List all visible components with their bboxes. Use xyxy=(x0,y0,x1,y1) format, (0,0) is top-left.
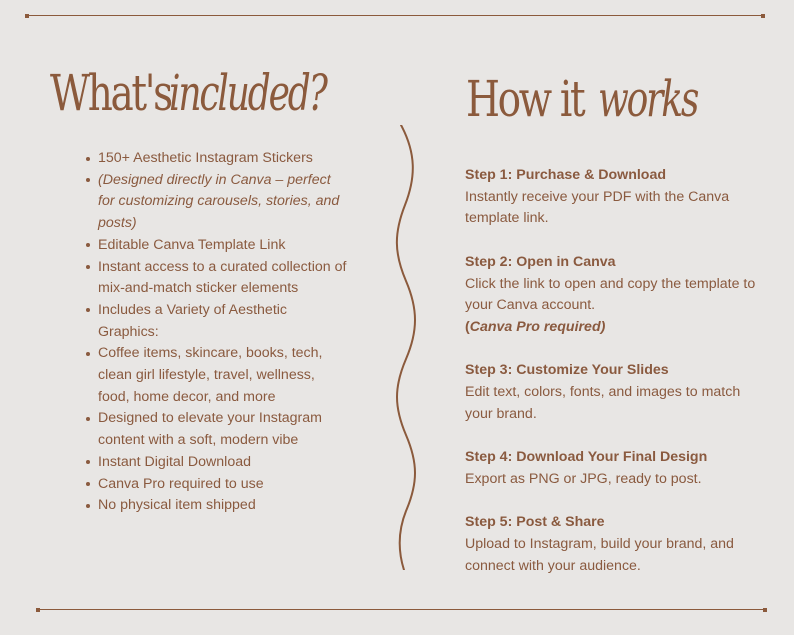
step-title: Step 4: Download Your Final Design xyxy=(465,449,708,466)
heading-italic-text: included? xyxy=(168,64,326,122)
list-item: Includes a Variety of Aesthetic Graphics: xyxy=(98,300,348,343)
step-title: Step 2: Open in Canva xyxy=(465,253,616,270)
list-item: Editable Canva Template Link xyxy=(98,235,348,257)
note-paren: ( xyxy=(465,318,470,335)
step-block xyxy=(465,360,765,425)
how-it-works-heading xyxy=(466,70,726,134)
step-block xyxy=(465,512,765,577)
included-items-list xyxy=(98,148,348,517)
step-text: Export as PNG or JPG, ready to post. xyxy=(465,470,702,487)
note-emphasis: Canva Pro required) xyxy=(469,318,606,335)
heading-roman-text: What's xyxy=(50,64,171,122)
line-end-dot xyxy=(36,608,40,612)
top-divider-line xyxy=(27,15,763,16)
step-text: Edit text, colors, fonts, and images to match your brand. xyxy=(465,384,741,422)
list-item: (Designed directly in Canva – perfect for customizing carousels, stories, and posts) xyxy=(98,170,348,235)
wavy-divider xyxy=(392,125,422,570)
step-block xyxy=(465,447,765,490)
heading-roman-text: How it xyxy=(466,70,584,128)
bottom-divider-line xyxy=(38,609,765,610)
list-item: Coffee items, skincare, books, tech, clean girl lifestyle, travel, wellness, food, home decor, and more xyxy=(98,343,348,408)
list-item: Instant access to a curated collection of mix-and-match sticker elements xyxy=(98,257,348,300)
step-title: Step 1: Purchase & Download xyxy=(465,167,667,183)
step-text: Click the link to open and copy the template to your Canva account. xyxy=(465,275,756,314)
line-end-dot xyxy=(763,608,767,612)
how-it-works-steps xyxy=(465,165,765,599)
step-title: Step 3: Customize Your Slides xyxy=(465,362,669,379)
list-item: Canva Pro required to use xyxy=(98,474,348,496)
list-item: No physical item shipped xyxy=(98,495,348,517)
list-item: Designed to elevate your Instagram content with a soft, modern vibe xyxy=(98,408,348,451)
step-block xyxy=(465,252,765,339)
step-note xyxy=(465,317,765,339)
list-item: Instant Digital Download xyxy=(98,452,348,474)
list-item: 150+ Aesthetic Instagram Stickers xyxy=(98,148,348,170)
step-block xyxy=(465,165,765,230)
step-text: Upload to Instagram, build your brand, and connect with your audience. xyxy=(465,535,734,574)
step-title: Step 5: Post & Share xyxy=(465,514,605,531)
whats-included-heading xyxy=(50,64,380,128)
step-text: Instantly receive your PDF with the Canva template link. xyxy=(465,188,730,227)
heading-italic-text: works xyxy=(598,70,698,128)
line-end-dot xyxy=(761,14,765,18)
line-end-dot xyxy=(25,14,29,18)
